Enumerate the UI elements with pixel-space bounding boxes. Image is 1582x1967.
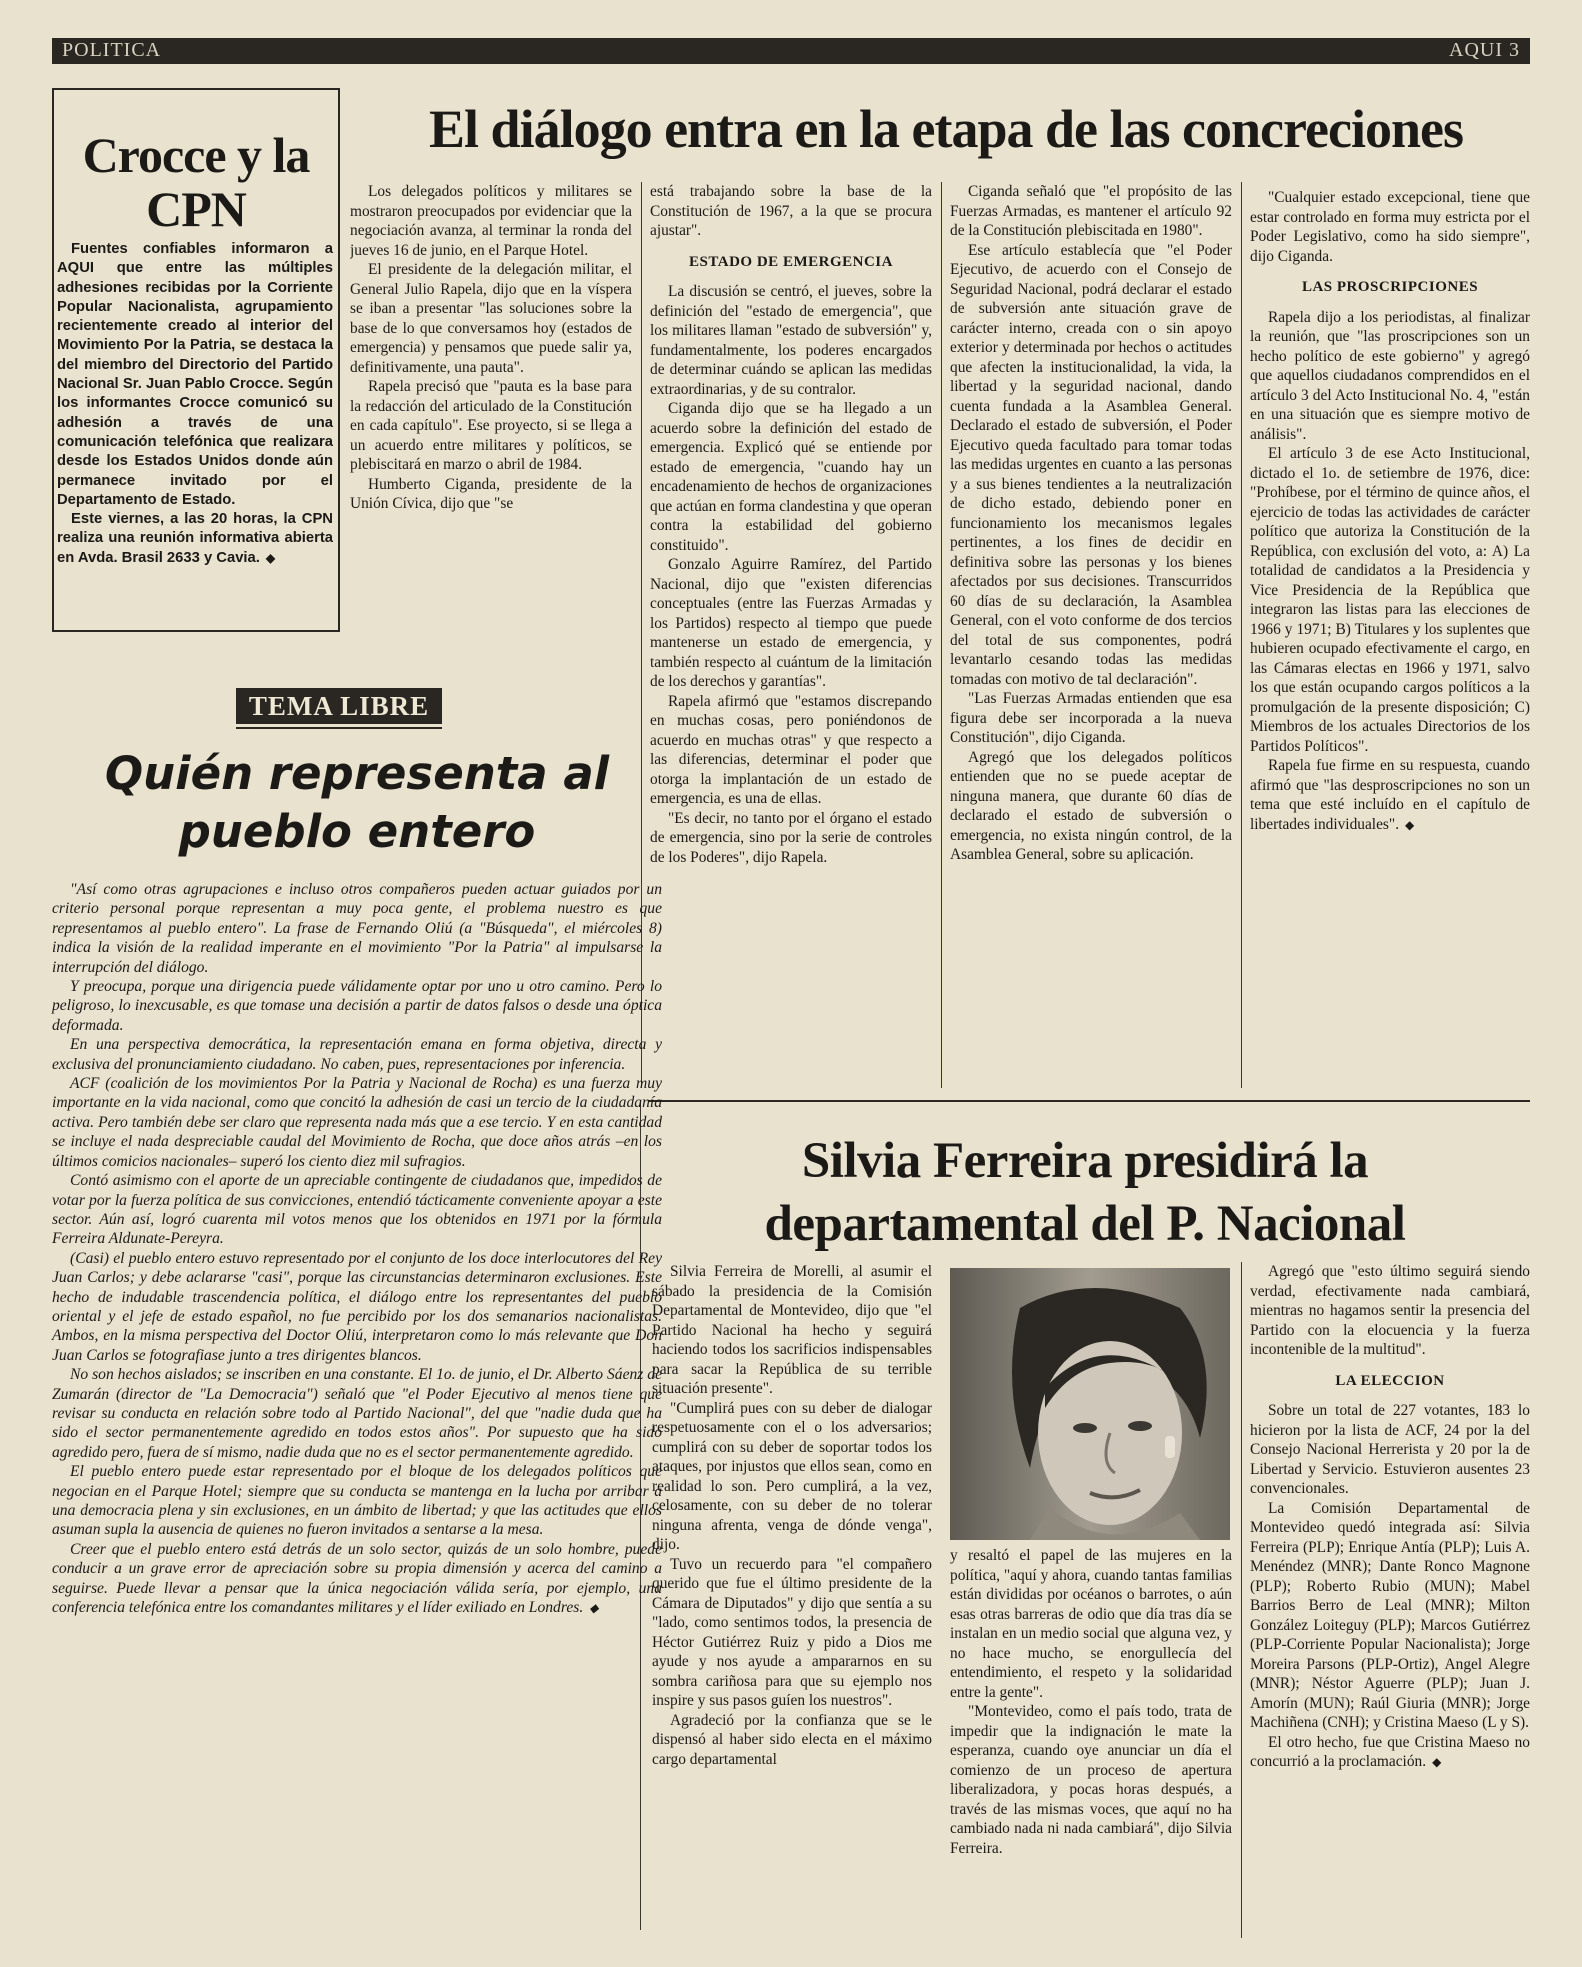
paragraph: "Montevideo, como el país todo, trata de impedir que la indignación le mate la esperanza, cuando oye anunciar un día el comienzo de un proceso de apertura liberalizadora, y pocas horas después, a través de las mismas voces, que aquí no ha cambiado nada ni nada cambiará", dijo Silvia Ferreira. [950,1703,1232,1857]
page-number: AQUI 3 [1449,39,1520,61]
tema-article-body [52,880,662,1618]
tema-headline: Quién representa al pueblo entero [104,747,610,858]
paragraph: "Cualquier estado excepcional, tiene que estar controlado en forma muy estricta por el Poder Legislativo, como ha sido siempre", dijo Ciganda. [1250,189,1530,265]
column-rule [941,182,942,1088]
crocce-headline: Crocce y la CPN [82,127,310,237]
paragraph: (Casi) el pueblo entero estuvo representado por el conjunto de los doce interlocutores del Rey Juan Carlos; y debe aclararse "casi", porque las circunstancias determinaron exclusiones. Este hecho de indudable trascendencia política, el diálogo entre los representantes del pueblo oriental y el jefe de estado español, no fue percibido por los dos semanarios nacionalistas. Ambos, en la misma perspectiva del Doctor Oliú, interpretaron como lo más relevante que Don Juan Carlos se fotografiase junto a tres dirigentes blancos. [52,1249,662,1364]
paragraph: Ciganda señaló que "el propósito de las Fuerzas Armadas, es mantener el artículo 92 de la Constitución plebiscitada en 1980". [950,183,1232,239]
paragraph: Este viernes, a las 20 horas, la CPN realiza una reunión informativa abierta en Avda. Brasil 2633 y Cavia. ◆ [57,511,333,566]
paragraph: Y preocupa, porque una dirigencia puede válidamente optar por uno u otro camino. Pero lo peligroso, lo inexcusable, es que tomase una decisión a partir de datos falsos o desde una óptica deformada. [52,978,662,1034]
paragraph: y resaltó el papel de las mujeres en la política, "aquí y ahora, cuando tantas familias están divididas por océanos o barrotes, o aún esas otras barreras de odio que día tras día se instalan en un medio social que alguna vez, y no hace mucho, se enorgullecía del entendimiento, el respeto y la solidaridad entre la gente". [950,1547,1232,1701]
tema-libre-kicker: TEMA LIBRE [236,688,442,724]
paragraph: "Es decir, no tanto por el órgano el estado de emergencia, sino por la serie de controles de los Poderes", dijo Rapela. [650,809,932,866]
silvia-column-1 [652,1262,932,1938]
subheading-las-proscripciones: LAS PROSCRIPCIONES [1301,279,1479,295]
paragraph: Gonzalo Aguirre Ramírez, del Partido Nacional, dijo que "existen diferencias conceptuales (entre las Fuerzas Armadas y los Partidos) respecto al tiempo que puede mantenerse un estado de emergencia, y también respecto al cuántum de la limitación de los derechos y garantías". [650,556,932,690]
paragraph: Tuvo un recuerdo para "el compañero querido que fue el último presidente de la Cámara de Diputados" y dijo que sentía a su "lado, como sentimos todos, la presencia de Héctor Gutiérrez Ruiz y pido a Dios me ayude y nos ayude a ampararnos en su sombra cariñosa para que su ejemplo nos inspire y sus pasos guíen los nuestros". [652,1555,932,1709]
paragraph: ACF (coalición de los movimientos Por la Patria y Nacional de Rocha) es una fuerza muy importante en la vida nacional, como que concitó la adhesión de casi un tercio de la ciudadanía activa. Pero también debe ser claro que representa nada más que a ese tercio. Y en esta cantidad se incluye el nada despreciable caudal del Movimiento de Rocha, que doce años atrás –en los últimos comicios nacionales– superó los ciento diez mil sufragios. [52,1075,662,1170]
paragraph: Agregó que "esto último seguirá siendo verdad, efectivamente nada cambiará, mientras no hagamos sentir la presencia del Partido con la elocuencia y la fuerza incontenible de la multitud". [1250,1263,1530,1358]
dialogo-column-4 [1250,188,1530,1088]
paragraph: El presidente de la delegación militar, el General Julio Rapela, dijo que en la víspera se iban a presentar "las soluciones sobre la base de lo que conversamos hoy (estados de emergencia) y pensamos que puede salir ya, definitivamente, una pauta". [350,261,632,376]
paragraph: Sobre un total de 227 votantes, 183 lo hicieron por la lista de ACF, 24 por la del Consejo Nacional Herrerista y 20 por la de Libertad y Servicio. Estuvieron ausentes 23 convencionales. [1250,1402,1530,1497]
paragraph: Creer que el pueblo entero está detrás de un solo sector, quizás de un solo hombre, puede conducir a un grave error de apreciación sobre su propia dimensión y acerca del camino a seguirse. Puede llevar a pensar que la única negociación válida sería, por ejemplo, una conferencia telefónica entre los comandantes militares y el líder exiliado en Londres. ◆ [52,1540,662,1617]
kicker-underline [236,727,442,729]
section-rule [648,1100,1530,1102]
dialogo-headline: El diálogo entra en la etapa de las concreciones [429,99,1463,159]
paragraph: Fuentes confiables informaron a AQUI que entre las múltiples adhesiones recibidas por la Corriente Popular Nacionalista, agrupamiento recientemente creado al interior del Movimiento Por la Patria, se destaca la del miembro del Directorio del Partido Nacional Sr. Juan Pablo Crocce. Según los informantes Crocce comunicó su adhesión a través de una comunicación telefónica que realizara desde los Estados Unidos donde aún permanece invitado por el Departamento de Estado. [57,241,333,508]
silvia-ferreira-photo [950,1268,1230,1540]
silvia-column-2 [950,1546,1232,1938]
section-label: POLITICA [62,39,162,61]
paragraph: La discusión se centró, el jueves, sobre la definición del "estado de emergencia", que los militares llaman "estado de subversión" y, fundamentalmente, los poderes encargados de determinar cuándo se aplican las medidas extraordinarias, y de su contralor. [650,283,932,398]
paragraph: Agradeció por la confianza que se le dispensó al haber sido electa en el máximo cargo departamental [652,1711,932,1768]
column-rule [1241,182,1242,1088]
paragraph: Rapela afirmó que "estamos discrepando en muchas cosas, pero poniéndonos de acuerdo en muchas otras" y que respecto a las diferencias, determinar el poder que otorga la implantación de un estado de emergencia, es una de ellas. [650,692,932,807]
dialogo-column-2 [650,182,932,1088]
paragraph: Agregó que los delegados políticos entienden que no se puede aceptar de ninguna manera, que durante 60 días de declarado el estado de subversión o emergencia, no exista ningún control, de la Asamblea General, sobre su aplicación. [950,748,1232,863]
column-rule [1241,1262,1242,1938]
paragraph: "Así como otras agrupaciones e incluso otros compañeros pueden actuar guiados por un criterio personal porque representan a muy poca gente, el problema nuestro es que representamos al pueblo entero". La frase de Fernando Oliú (a "Búsqueda", el miércoles 8) indica la visión de la realidad imperante en el movimiento "Por la Patria" al impulsarse la interrupción del diálogo. [52,881,662,976]
paragraph: Rapela dijo a los periodistas, al finalizar la reunión, que "las proscripciones son un hecho político de este gobierno" y agregó que aquellos ciudadanos comprendidos en el artículo 3 del Acto Institucional No. 4, "están en una situación que es siempre motivo de análisis". [1250,308,1530,443]
subheading-estado-de-emergencia: ESTADO DE EMERGENCIA [689,253,893,270]
paragraph: está trabajando sobre la base de la Constitución de 1967, a la que se procura ajustar". [650,183,932,239]
crocce-article-body [57,240,333,568]
paragraph: Ciganda dijo que se ha llegado a un acuerdo sobre la definición del estado de emergencia. Explicó qué se entiende por estado de emergencia, "cuando hay un encadenamiento de hechos de organizaciones que actúan en forma clandestina y que operan contra la estabilidad del gobierno constituido". [650,400,932,554]
paragraph: El pueblo entero puede estar representado por el bloque de los delegados políticos que negocian en el Parque Hotel; siempre que su conducta se mantenga en la lucha por arribar a una democracia plena y sin exclusiones, en un ámbito de libertad; y que las actitudes que ellos asuman supla la ausencia de quienes no fueron invitados a sentarse a la mesa. [52,1463,662,1539]
dialogo-column-3 [950,182,1232,1088]
paragraph: Humberto Ciganda, presidente de la Unión Cívica, dijo que "se [350,475,632,512]
page-header-bar [52,38,1530,64]
paragraph: "Cumplirá pues con su deber de dialogar respetuosamente con el o los adversarios; cumplirá con su deber de soportar todos los ataques, por injustos que ellos sean, como en realidad lo son. Pero cumplirá, a la vez, celosamente, con su deber de no tolerar ninguna afrenta, venga de dónde venga", dijo. [652,1399,932,1553]
paragraph: Silvia Ferreira de Morelli, al asumir el sábado la presidencia de la Comisión Departamental de Montevideo, dijo que "el Partido Nacional ha hecho y seguirá haciendo todos los sacrificios indispensables para sacar la República de su terrible situación presente". [652,1263,932,1397]
paragraph: La Comisión Departamental de Montevideo quedó integrada así: Silvia Ferreira (PLP); Enrique Antía (PLP); Luis A. Menéndez (MNR); Dante Ronco Magnone (PLP); Roberto Rubio (MUN); Mabel Barrios Berro de Leal (MNR); Milton González Loiteguy (PLP); Marcos Gutiérrez (PLP-Corriente Popular Nacionalista); Jorge Moreira Parsons (PLP-Ortiz), Angel Alegre (MNR); Néstor Aguerre (PLP); Juan J. Amorín (MUN); Raúl Giuria (MNR); Jorge Machiñena (CNH); y Cristina Maeso (L y S). [1250,1499,1530,1731]
silvia-headline: Silvia Ferreira presidirá la departamental del P. Nacional [764,1133,1406,1252]
paragraph: "Las Fuerzas Armadas entienden que esa figura debe ser incorporada a la nueva Constitución", dijo Ciganda. [950,690,1232,746]
paragraph: Ese artículo establecía que "el Poder Ejecutivo, de acuerdo con el Consejo de Seguridad Nacional, podrá declarar el estado de subversión ante situación grave de carácter interno, creada con o sin apoyo exterior y determinada por hechos o actitudes que afecten la institucionalidad, la vida, la libertad y la seguridad nacional, dando cuenta fundada a la Asamblea General. Declarado el estado de subversión, el Poder Ejecutivo queda facultado para tomar todas las medidas urgentes en cuanto a las personas y a sus bienes tendientes a la neutralización de dicho estado, debiendo poner en funcionamiento los mecanismos legales pertinentes, a los fines de decidir en definitiva sobre las personas y los bienes afectados por sus decisiones. Transcurridos 60 días de su declaración, la Asamblea General, con el voto conforme de dos tercios del total de sus componentes, podrá levantarlo cesando todas las medidas tomadas con motivo de tal declaración". [950,241,1232,688]
silvia-column-3 [1250,1262,1530,1938]
paragraph: El artículo 3 de ese Acto Institucional, dictado el 1o. de setiembre de 1976, dice: "Prohíbese, por el término de quince años, el ejercicio de todas las actividades de carácter político que autoriza la Constitución de la República, con exclusión del voto, a: A) La totalidad de candidatos a la Presidencia y Vice Presidencia de la República que integraron las listas para las elecciones de 1966 y 1971; B) Titulares y los suplentes que hubieren ocupado efectivamente el cargo, en las Cámaras electas en 1966 y 1971, salvo los que están ocupando cargos políticos a la promulgación de la presente disposición; C) Miembros de los actuales Directorios de los Partidos Políticos". [1250,445,1530,755]
paragraph: El otro hecho, fue que Cristina Maeso no concurrió a la proclamación. ◆ [1250,1733,1530,1770]
dialogo-column-1 [350,182,632,644]
portrait-illustration [950,1268,1230,1540]
paragraph: Rapela fue firme en su respuesta, cuando afirmó que "las desproscripciones no son un tema que esté incluído en el capítulo de libertades individuales". ◆ [1250,757,1530,833]
subheading-la-eleccion: LA ELECCION [1335,1372,1445,1389]
paragraph: Rapela precisó que "pauta es la base para la redacción del articulado de la Constitución en cada capítulo". Ese proyecto, si se llega a un acuerdo entre militares y políticos, se plebiscitará en marzo o abril de 1984. [350,378,632,473]
paragraph: Contó asimismo con el aporte de un apreciable contingente de ciudadanos que, impedidos de votar por la fuerza política de sus convicciones, entendió tácticamente conveniente apoyar a este sector. Aún así, logró cuarenta mil votos menos que los obtenidos en 1971 por la fórmula Ferreira Aldunate-Pereyra. [52,1172,662,1248]
paragraph: En una perspectiva democrática, la representación emana en forma objetiva, directa y exclusiva del pronunciamiento ciudadano. No caben, pues, representaciones por inferencia. [52,1036,662,1073]
paragraph: No son hechos aislados; se inscriben en una constante. El 1o. de junio, el Dr. Alberto Sáenz de Zumarán (director de "La Democracia") señaló que "el Poder Ejecutivo al menos tiene que revisar su conducta en relación sobre todo al Partido Nacional", del que "nadie duda que ha sido el sector permanentemente agredido en todos estos años". Por supuesto que ha sido agredido pero, fuera de sí mismo, nadie duda que no es el sector permanentemente agredido. [52,1366,662,1461]
paragraph: Los delegados políticos y militares se mostraron preocupados por evidenciar que la negociación avanza, al terminar la ronda del jueves 16 de junio, en el Parque Hotel. [350,183,632,259]
